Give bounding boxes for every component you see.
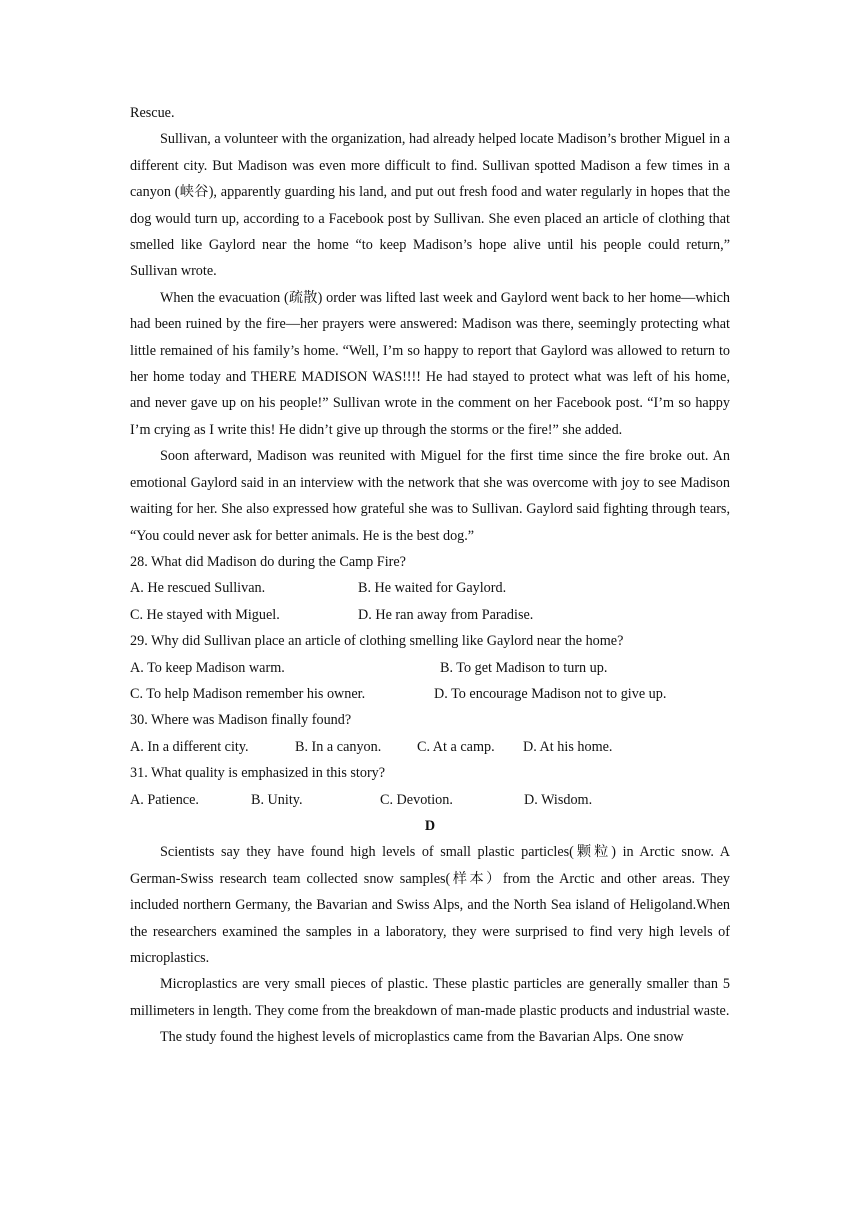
question-30-option-a: A. In a different city. <box>130 738 249 755</box>
passage-d-paragraph-2: Microplastics are very small pieces of plastic. These plastic particles are generally smaller than 5 millimeters in length. They come from the breakdown of man-made plastic products and industrial waste. <box>130 976 730 1019</box>
passage-c-fragment: Rescue. <box>130 105 175 121</box>
passage-d-paragraph-1: Scientists say they have found high levels of small plastic particles(颗粒) in Arctic snow. A German-Swiss research team collected snow samples(样本）from the Arctic and other areas. They included northern Germany, the Bavarian and Swiss Alps, and the North Sea island of Heligoland.When the researchers examined the samples in a laboratory, they were surprised to find very high levels of microplastics. <box>130 844 730 966</box>
question-31-option-c: C. Devotion. <box>380 791 453 808</box>
question-29-stem: 29. Why did Sullivan place an article of clothing smelling like Gaylord near the home? <box>130 633 624 650</box>
question-31-option-d: D. Wisdom. <box>524 791 593 808</box>
question-30-option-b: B. In a canyon. <box>295 738 382 755</box>
question-31-option-b: B. Unity. <box>251 791 303 808</box>
question-28-options-row-2 <box>130 602 730 628</box>
question-28-option-b: B. He waited for Gaylord. <box>358 580 507 597</box>
question-28-options-row-1 <box>130 575 730 601</box>
question-29-option-a: A. To keep Madison warm. <box>130 659 285 676</box>
question-28-stem: 28. What did Madison do during the Camp Fire? <box>130 553 406 570</box>
passage-c-paragraph-1: Sullivan, a volunteer with the organization, had already helped locate Madison’s brother Miguel in a different city. But Madison was even more difficult to find. Sullivan spotted Madison a few times in a canyon (峡谷), apparently guarding his land, and put out fresh food and water regularly in hopes that the dog would turn up, according to a Facebook post by Sullivan. She even placed an article of clothing that smelled like Gaylord near the home “to keep Madison’s hope alive until his people could return,” Sullivan wrote. <box>130 131 730 280</box>
document-page <box>130 100 730 1051</box>
question-31-option-a: A. Patience. <box>130 791 199 808</box>
question-29-options-row-2 <box>130 681 730 707</box>
question-30-stem: 30. Where was Madison finally found? <box>130 712 352 729</box>
passage-d-paragraph-3: The study found the highest levels of microplastics came from the Bavarian Alps. One snow <box>160 1029 684 1046</box>
question-29-options-row-1 <box>130 655 730 681</box>
question-29-option-b: B. To get Madison to turn up. <box>440 659 608 676</box>
question-30-option-d: D. At his home. <box>523 738 613 755</box>
question-31-stem: 31. What quality is emphasized in this story? <box>130 765 386 782</box>
question-30-options <box>130 734 730 760</box>
question-28-option-d: D. He ran away from Paradise. <box>358 606 534 623</box>
passage-c-paragraph-3: Soon afterward, Madison was reunited with Miguel for the first time since the fire broke out. An emotional Gaylord said in an interview with the network that she was overcome with joy to see Madison waiting for her. She also expressed how grateful she was to Sullivan. Gaylord said fighting through tears, “You could never ask for better animals. He is the best dog.” <box>130 448 730 544</box>
question-31-options <box>130 787 730 813</box>
passage-c-paragraph-2: When the evacuation (疏散) order was lifted last week and Gaylord went back to her home—which had been ruined by the fire—her prayers were answered: Madison was there, seemingly protecting what little remained of his family’s home. “Well, I’m so happy to report that Gaylord was allowed to return to her home today and THERE MADISON WAS!!!! He had stayed to protect what was left of his home, and never gave up on his people!” Sullivan wrote in the comment on her Facebook post. “I’m so happy I’m crying as I write this! He didn’t give up through the storms or the fire!” she added. <box>130 289 730 438</box>
section-heading-d: D <box>424 817 436 834</box>
question-29-option-d: D. To encourage Madison not to give up. <box>434 685 667 702</box>
question-29-option-c: C. To help Madison remember his owner. <box>130 685 366 702</box>
question-30-option-c: C. At a camp. <box>417 738 495 755</box>
question-28-option-c: C. He stayed with Miguel. <box>130 606 280 623</box>
question-28-option-a: A. He rescued Sullivan. <box>130 580 266 597</box>
